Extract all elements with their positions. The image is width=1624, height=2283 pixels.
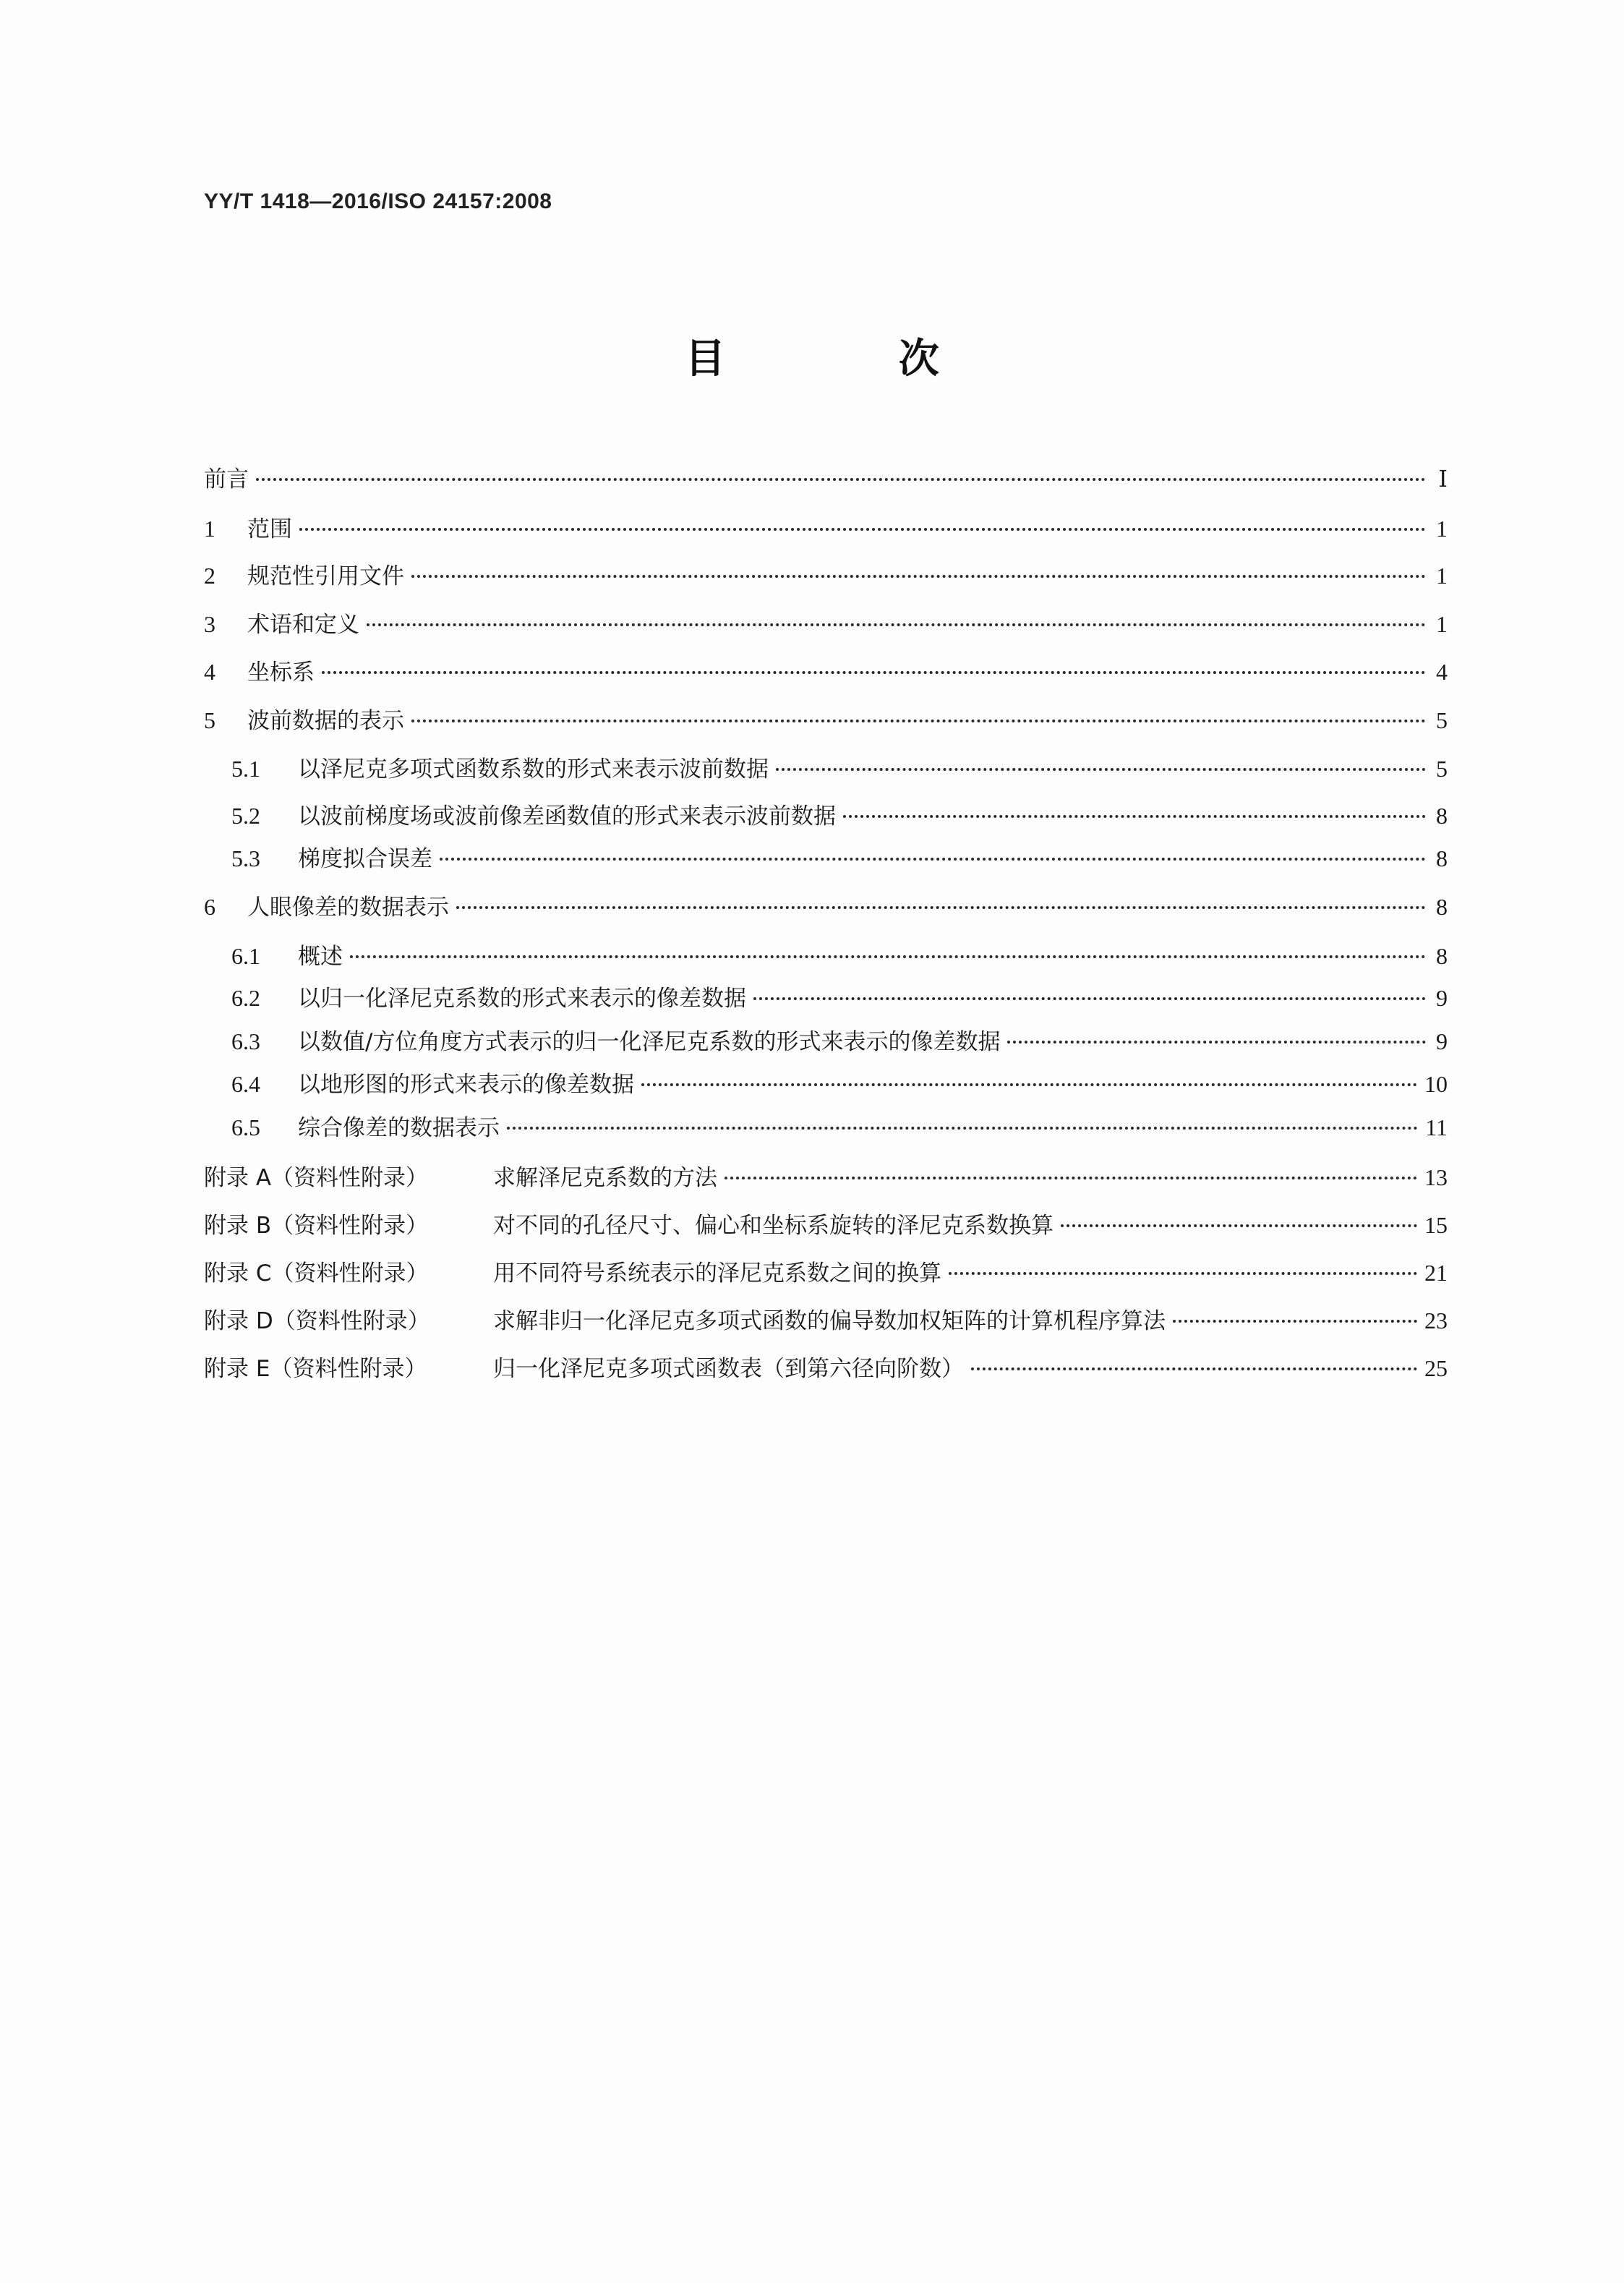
toc-entry-number: 5.2 bbox=[231, 803, 260, 829]
dot-leader bbox=[456, 906, 1426, 909]
toc-entry-number: 1 bbox=[204, 516, 215, 542]
toc-entry[interactable] bbox=[204, 561, 1448, 591]
toc-entry-label: 梯度拟合误差 bbox=[298, 846, 432, 872]
toc-entry-label: 以归一化泽尼克系数的形式来表示的像差数据 bbox=[298, 986, 746, 1012]
dot-leader bbox=[776, 768, 1426, 771]
dot-leader bbox=[367, 623, 1426, 626]
toc-subentry[interactable] bbox=[231, 1027, 1448, 1057]
dot-leader bbox=[322, 671, 1426, 674]
toc-entry-label: 以数值/方位角度方式表示的归一化泽尼克系数的形式来表示的像差数据 bbox=[298, 1029, 1001, 1055]
toc-entry-label: 综合像差的数据表示 bbox=[298, 1115, 500, 1141]
dot-leader bbox=[1007, 1041, 1426, 1044]
dot-leader bbox=[1173, 1320, 1417, 1323]
toc-entry-label: 坐标系 bbox=[247, 660, 315, 686]
toc-entry-label: 求解非归一化泽尼克多项式函数的偏导数加权矩阵的计算机程序算法 bbox=[493, 1308, 1166, 1334]
toc-entry-label: 前言 bbox=[204, 466, 249, 492]
dot-leader bbox=[350, 955, 1426, 958]
toc-entry-number: 6.3 bbox=[231, 1028, 260, 1054]
toc-entry-page: 1 bbox=[1436, 563, 1448, 589]
annex-label: 附录 C（资料性附录） bbox=[204, 1260, 429, 1286]
toc-entry-page: 8 bbox=[1436, 845, 1448, 871]
toc-annex-d[interactable] bbox=[204, 1306, 1448, 1336]
toc-subentry[interactable] bbox=[231, 801, 1448, 831]
toc-entry-page: 8 bbox=[1436, 803, 1448, 829]
dot-leader bbox=[753, 997, 1426, 1000]
toc-entry[interactable] bbox=[204, 892, 1448, 922]
toc-entry-label: 概述 bbox=[298, 944, 343, 970]
toc-entry[interactable] bbox=[204, 706, 1448, 735]
toc-entry[interactable] bbox=[204, 610, 1448, 639]
dot-leader bbox=[971, 1367, 1417, 1370]
toc-entry-label: 范围 bbox=[247, 516, 292, 542]
toc-subentry[interactable] bbox=[231, 754, 1448, 784]
toc-entry-page: 8 bbox=[1436, 894, 1448, 920]
toc-entry-number: 5.1 bbox=[231, 756, 260, 782]
toc-entry-page: 1 bbox=[1436, 611, 1448, 637]
toc-subentry[interactable] bbox=[231, 1113, 1448, 1143]
dot-leader bbox=[256, 478, 1426, 481]
toc-entry-page: 1 bbox=[1436, 516, 1448, 542]
toc-entry-number: 6 bbox=[204, 894, 215, 920]
toc-entry-page: 4 bbox=[1436, 659, 1448, 685]
toc-entry-label: 以波前梯度场或波前像差函数值的形式来表示波前数据 bbox=[298, 803, 836, 829]
toc-entry-label: 用不同符号系统表示的泽尼克系数之间的换算 bbox=[493, 1260, 941, 1286]
toc-entry-label: 人眼像差的数据表示 bbox=[247, 895, 449, 921]
toc-subentry[interactable] bbox=[231, 983, 1448, 1013]
toc-entry-page: 10 bbox=[1424, 1071, 1448, 1097]
toc-entry-label: 以泽尼克多项式函数系数的形式来表示波前数据 bbox=[298, 756, 769, 782]
toc-entry-number: 5.3 bbox=[231, 845, 260, 871]
toc-subentry[interactable] bbox=[231, 844, 1448, 874]
toc-subentry[interactable] bbox=[231, 1070, 1448, 1099]
dot-leader bbox=[725, 1177, 1417, 1179]
dot-leader bbox=[843, 815, 1426, 818]
toc-entry-number: 5 bbox=[204, 707, 215, 733]
toc-entry-number: 6.1 bbox=[231, 943, 260, 969]
annex-label: 附录 E（资料性附录） bbox=[204, 1356, 427, 1382]
toc-entry[interactable] bbox=[204, 657, 1448, 687]
toc-entry-foreword[interactable] bbox=[204, 464, 1448, 494]
toc-entry-label: 波前数据的表示 bbox=[247, 708, 404, 734]
document-code: YY/T 1418—2016/ISO 24157:2008 bbox=[204, 189, 552, 213]
toc-entry-number: 2 bbox=[204, 563, 215, 589]
toc-annex-e[interactable] bbox=[204, 1354, 1448, 1383]
toc-entry-page: 23 bbox=[1424, 1307, 1448, 1333]
toc-annex-a[interactable] bbox=[204, 1163, 1448, 1192]
toc-entry-label: 对不同的孔径尺寸、偏心和坐标系旋转的泽尼克系数换算 bbox=[493, 1213, 1054, 1239]
toc-annex-c[interactable] bbox=[204, 1258, 1448, 1288]
toc-entry-number: 6.2 bbox=[231, 985, 260, 1011]
toc-entry-label: 术语和定义 bbox=[247, 612, 359, 638]
toc-entry-number: 6.4 bbox=[231, 1071, 260, 1097]
dot-leader bbox=[507, 1127, 1418, 1130]
toc-entry-page: Ⅰ bbox=[1438, 466, 1448, 492]
toc-entry-page: 11 bbox=[1425, 1114, 1448, 1140]
toc-entry-number: 4 bbox=[204, 659, 215, 685]
toc-entry-page: 9 bbox=[1436, 1028, 1448, 1054]
toc-entry-page: 21 bbox=[1424, 1260, 1448, 1286]
dot-leader bbox=[411, 575, 1426, 578]
annex-label: 附录 B（资料性附录） bbox=[204, 1213, 429, 1239]
toc-annex-b[interactable] bbox=[204, 1211, 1448, 1240]
toc-entry-label: 规范性引用文件 bbox=[247, 563, 404, 589]
toc-entry-label: 求解泽尼克系数的方法 bbox=[493, 1165, 717, 1191]
toc-entry-page: 13 bbox=[1424, 1164, 1448, 1190]
dot-leader bbox=[1061, 1224, 1417, 1227]
toc-entry-page: 5 bbox=[1436, 707, 1448, 733]
toc-entry-number: 3 bbox=[204, 611, 215, 637]
toc-entry-page: 25 bbox=[1424, 1355, 1448, 1381]
toc-subentry[interactable] bbox=[231, 942, 1448, 971]
dot-leader bbox=[949, 1272, 1417, 1275]
toc-entry[interactable] bbox=[204, 514, 1448, 544]
toc-entry-label: 以地形图的形式来表示的像差数据 bbox=[298, 1072, 634, 1098]
toc-entry-page: 5 bbox=[1436, 756, 1448, 782]
toc-entry-page: 8 bbox=[1436, 943, 1448, 969]
dot-leader bbox=[299, 528, 1426, 531]
toc-entry-number: 6.5 bbox=[231, 1114, 260, 1140]
dot-leader bbox=[440, 858, 1426, 861]
toc-title: 目 次 bbox=[685, 336, 1019, 383]
annex-label: 附录 A（资料性附录） bbox=[204, 1165, 429, 1191]
dot-leader bbox=[641, 1083, 1417, 1086]
dot-leader bbox=[411, 720, 1426, 722]
toc-entry-page: 15 bbox=[1424, 1212, 1448, 1238]
annex-label: 附录 D（资料性附录） bbox=[204, 1308, 430, 1334]
toc-entry-page: 9 bbox=[1436, 985, 1448, 1011]
toc-entry-label: 归一化泽尼克多项式函数表（到第六径向阶数） bbox=[493, 1356, 964, 1382]
